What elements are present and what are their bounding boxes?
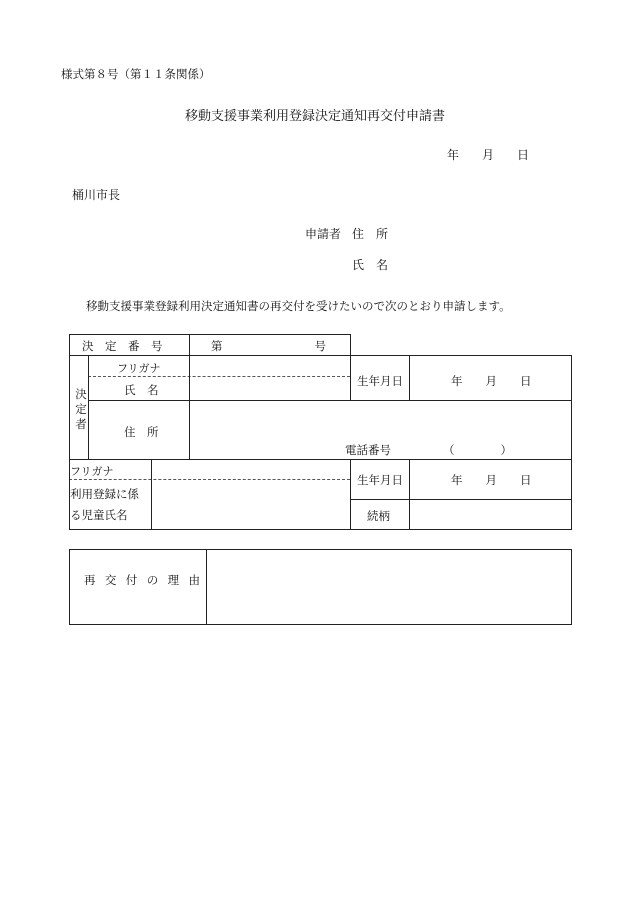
decision-number-field[interactable]: 第 号 bbox=[211, 339, 326, 353]
decider-birthdate-field[interactable]: 年 月 日 bbox=[451, 374, 532, 388]
decider-furigana-label: フリガナ bbox=[117, 362, 161, 375]
child-name-label-line2: る児童氏名 bbox=[70, 508, 128, 522]
date-year-label: 年 bbox=[447, 148, 460, 162]
application-statement: 移動支援事業登録利用決定通知書の再交付を受けたいので次のとおり申請します。 bbox=[86, 299, 511, 313]
decider-label: 決 定 者 bbox=[75, 387, 87, 431]
reason-label: 再 交 付 の 理 由 bbox=[84, 573, 203, 587]
child-name-label-line1: 利用登録に係 bbox=[70, 487, 139, 501]
relationship-label: 続柄 bbox=[367, 509, 390, 523]
child-furigana-label: フリガナ bbox=[70, 465, 114, 478]
applicant-address-label: 住 所 bbox=[352, 227, 389, 241]
child-birthdate-field[interactable]: 年 月 日 bbox=[451, 473, 532, 487]
document-title: 移動支援事業利用登録決定通知再交付申請書 bbox=[184, 109, 445, 124]
phone-field[interactable]: （ ） bbox=[443, 443, 512, 457]
phone-label: 電話番号 bbox=[345, 443, 391, 457]
addressee: 桶川市長 bbox=[72, 188, 121, 202]
decider-address-label: 住 所 bbox=[124, 425, 159, 439]
decision-number-label: 決 定 番 号 bbox=[82, 339, 163, 353]
date-month-label: 月 bbox=[482, 148, 495, 162]
decider-birthdate-label: 生年月日 bbox=[357, 374, 403, 388]
applicant-label: 申請者 bbox=[305, 227, 342, 241]
decider-name-label: 氏 名 bbox=[124, 383, 159, 397]
child-birthdate-label: 生年月日 bbox=[357, 473, 403, 487]
applicant-name-label: 氏 名 bbox=[352, 258, 389, 272]
form-number-label: 様式第８号（第１１条関係） bbox=[61, 67, 211, 81]
date-day-label: 日 bbox=[517, 148, 530, 162]
reason-field[interactable] bbox=[212, 556, 566, 618]
